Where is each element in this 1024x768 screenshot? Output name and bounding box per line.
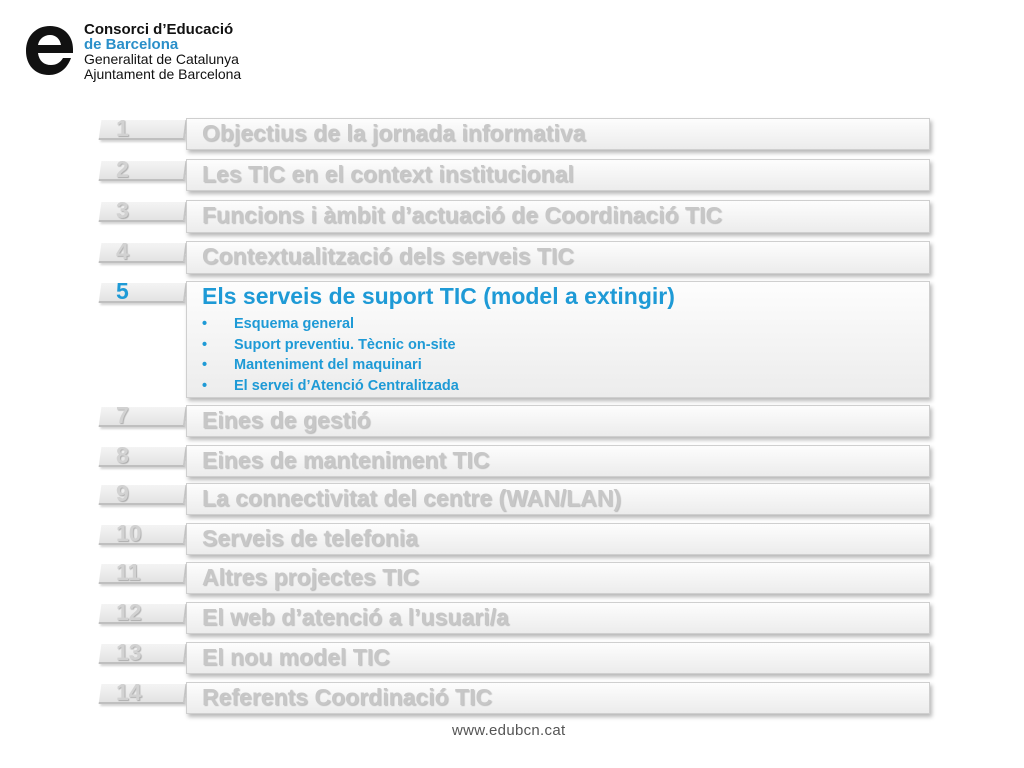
- agenda-subitem: [200, 335, 459, 356]
- agenda-number: 12: [116, 599, 142, 625]
- agenda-title: Altres projectes TIC: [202, 564, 420, 590]
- agenda-title: El web d’atenció a l’usuari/a: [202, 604, 509, 630]
- bullet-icon: •: [202, 357, 208, 373]
- logo-line-1: Consorci d’Educació: [84, 21, 234, 38]
- bullet-icon: •: [202, 316, 208, 332]
- agenda-title: Els serveis de suport TIC (model a extingir): [202, 283, 675, 309]
- agenda-title: Serveis de telefonia: [202, 525, 419, 551]
- agenda-title: Les TIC en el context institucional: [202, 161, 574, 187]
- agenda-number: 10: [116, 520, 142, 546]
- footer-url[interactable]: www.edubcn.cat: [452, 722, 566, 739]
- agenda-number: 1: [116, 115, 129, 141]
- agenda-number: 9: [116, 480, 129, 506]
- agenda-title: El nou model TIC: [202, 644, 390, 670]
- agenda-number: 4: [116, 238, 129, 264]
- logo-line-4: Ajuntament de Barcelona: [84, 66, 242, 82]
- bullet-icon: •: [202, 377, 208, 394]
- agenda-number: 5: [116, 278, 129, 304]
- agenda-subitem-label: Manteniment del maquinari: [234, 357, 422, 373]
- agenda-title: Contextualització dels serveis TIC: [202, 243, 574, 269]
- agenda-number: 11: [116, 559, 141, 585]
- agenda-subitem: [200, 376, 459, 397]
- agenda-subitem-label: El servei d’Atenció Centralitzada: [234, 377, 459, 394]
- agenda-number: 14: [116, 679, 142, 705]
- logo-line-2: de Barcelona: [84, 36, 179, 53]
- agenda-subitem-label: Esquema general: [234, 316, 355, 332]
- logo-line-3: Generalitat de Catalunya: [84, 51, 239, 67]
- agenda-title: La connectivitat del centre (WAN/LAN): [202, 485, 622, 511]
- agenda-number: 8: [116, 442, 129, 468]
- agenda-number: 3: [116, 197, 129, 223]
- agenda-title: Eines de manteniment TIC: [202, 447, 490, 473]
- agenda-subitems: [200, 314, 459, 396]
- agenda-title: Objectius de la jornada informativa: [202, 120, 586, 146]
- agenda-title: Eines de gestió: [202, 407, 371, 433]
- bullet-icon: •: [202, 336, 208, 353]
- agenda-subitem: [200, 355, 459, 376]
- agenda-number: 7: [116, 402, 129, 428]
- agenda-number: 13: [116, 639, 142, 665]
- agenda-subitem: [200, 314, 459, 335]
- agenda-title: Referents Coordinació TIC: [202, 684, 493, 710]
- agenda-subitem-label: Suport preventiu. Tècnic on-site: [234, 336, 456, 353]
- agenda-number: 2: [116, 156, 129, 182]
- agenda-title: Funcions i àmbit d’actuació de Coordinació TIC: [202, 202, 723, 228]
